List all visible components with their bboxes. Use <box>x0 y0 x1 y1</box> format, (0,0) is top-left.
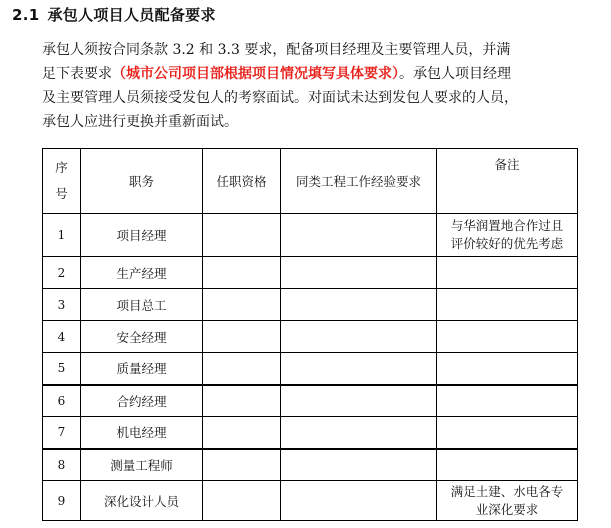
row-number: 4 <box>43 321 81 353</box>
row-remark <box>437 214 578 257</box>
header-seq-line-2: 号 <box>55 186 68 201</box>
row-remark <box>437 289 578 321</box>
table-row <box>43 353 578 385</box>
paragraph-line-3: 及主要管理人员须接受发包人的考察面试。对面试未达到发包人要求的人员， <box>42 90 518 106</box>
section-number: 2.1 <box>12 6 40 24</box>
row-position: 项目总工 <box>81 289 203 321</box>
row-qualification <box>203 214 281 257</box>
staffing-requirements-table <box>42 148 578 521</box>
header-remark: 备注 <box>437 149 578 214</box>
row-position: 生产经理 <box>81 257 203 289</box>
paragraph-line-2 <box>42 62 590 86</box>
table-header-row <box>43 149 578 214</box>
header-seq <box>43 149 81 214</box>
fill-in-instruction: （城市公司项目部根据项目情况填写具体要求） <box>112 66 399 82</box>
row-qualification <box>203 321 281 353</box>
row-experience <box>281 289 437 321</box>
table-row <box>43 449 578 481</box>
row-remark-line-1: 与华润置地合作过且 <box>450 218 564 233</box>
paragraph-line-4: 承包人应进行更换并重新面试。 <box>42 114 238 130</box>
table-row <box>43 257 578 289</box>
row-number: 2 <box>43 257 81 289</box>
paragraph-line-2-post: 。承包人项目经理 <box>399 66 511 82</box>
section-title: 承包人项目人员配备要求 <box>47 6 216 24</box>
row-number: 6 <box>43 385 81 417</box>
row-qualification <box>203 289 281 321</box>
table-row <box>43 481 578 521</box>
row-remark-line-2: 业深化要求 <box>475 501 539 517</box>
row-qualification <box>203 353 281 385</box>
row-qualification <box>203 257 281 289</box>
header-position: 职务 <box>81 149 203 214</box>
row-number: 3 <box>43 289 81 321</box>
row-experience <box>281 417 437 449</box>
row-number: 1 <box>43 214 81 257</box>
row-position: 合约经理 <box>81 385 203 417</box>
requirement-paragraph <box>42 38 590 134</box>
header-qualification: 任职资格 <box>203 149 281 214</box>
table-row <box>43 385 578 417</box>
row-qualification <box>203 449 281 481</box>
table-row <box>43 289 578 321</box>
row-position: 质量经理 <box>81 353 203 385</box>
paragraph-line-2-pre: 足下表要求 <box>42 66 112 82</box>
row-experience <box>281 353 437 385</box>
row-remark <box>437 257 578 289</box>
row-number: 7 <box>43 417 81 449</box>
row-experience <box>281 449 437 481</box>
row-experience <box>281 321 437 353</box>
header-seq-line-1: 序 <box>55 160 68 175</box>
row-remark <box>437 481 578 521</box>
row-position: 机电经理 <box>81 417 203 449</box>
table-row <box>43 214 578 257</box>
row-experience <box>281 214 437 257</box>
row-experience <box>281 481 437 521</box>
header-experience: 同类工程工作经验要求 <box>281 149 437 214</box>
table-row <box>43 417 578 449</box>
row-remark <box>437 353 578 385</box>
row-position: 测量工程师 <box>81 449 203 481</box>
row-number: 8 <box>43 449 81 481</box>
row-position: 深化设计人员 <box>81 481 203 521</box>
row-position: 项目经理 <box>81 214 203 257</box>
row-remark-line-2: 评价较好的优先考虑 <box>450 236 564 251</box>
paragraph-line-1: 承包人须按合同条款 3.2 和 3.3 要求，配备项目经理及主要管理人员，并满 <box>42 42 511 58</box>
row-remark-line-1: 满足土建、水电各专 <box>450 483 564 499</box>
row-experience <box>281 257 437 289</box>
row-qualification <box>203 417 281 449</box>
row-qualification <box>203 481 281 521</box>
table-row <box>43 321 578 353</box>
row-number: 9 <box>43 481 81 521</box>
row-remark <box>437 417 578 449</box>
section-heading <box>12 4 216 25</box>
row-position: 安全经理 <box>81 321 203 353</box>
row-remark <box>437 385 578 417</box>
row-remark <box>437 449 578 481</box>
row-number: 5 <box>43 353 81 385</box>
row-experience <box>281 385 437 417</box>
row-remark <box>437 321 578 353</box>
row-qualification <box>203 385 281 417</box>
